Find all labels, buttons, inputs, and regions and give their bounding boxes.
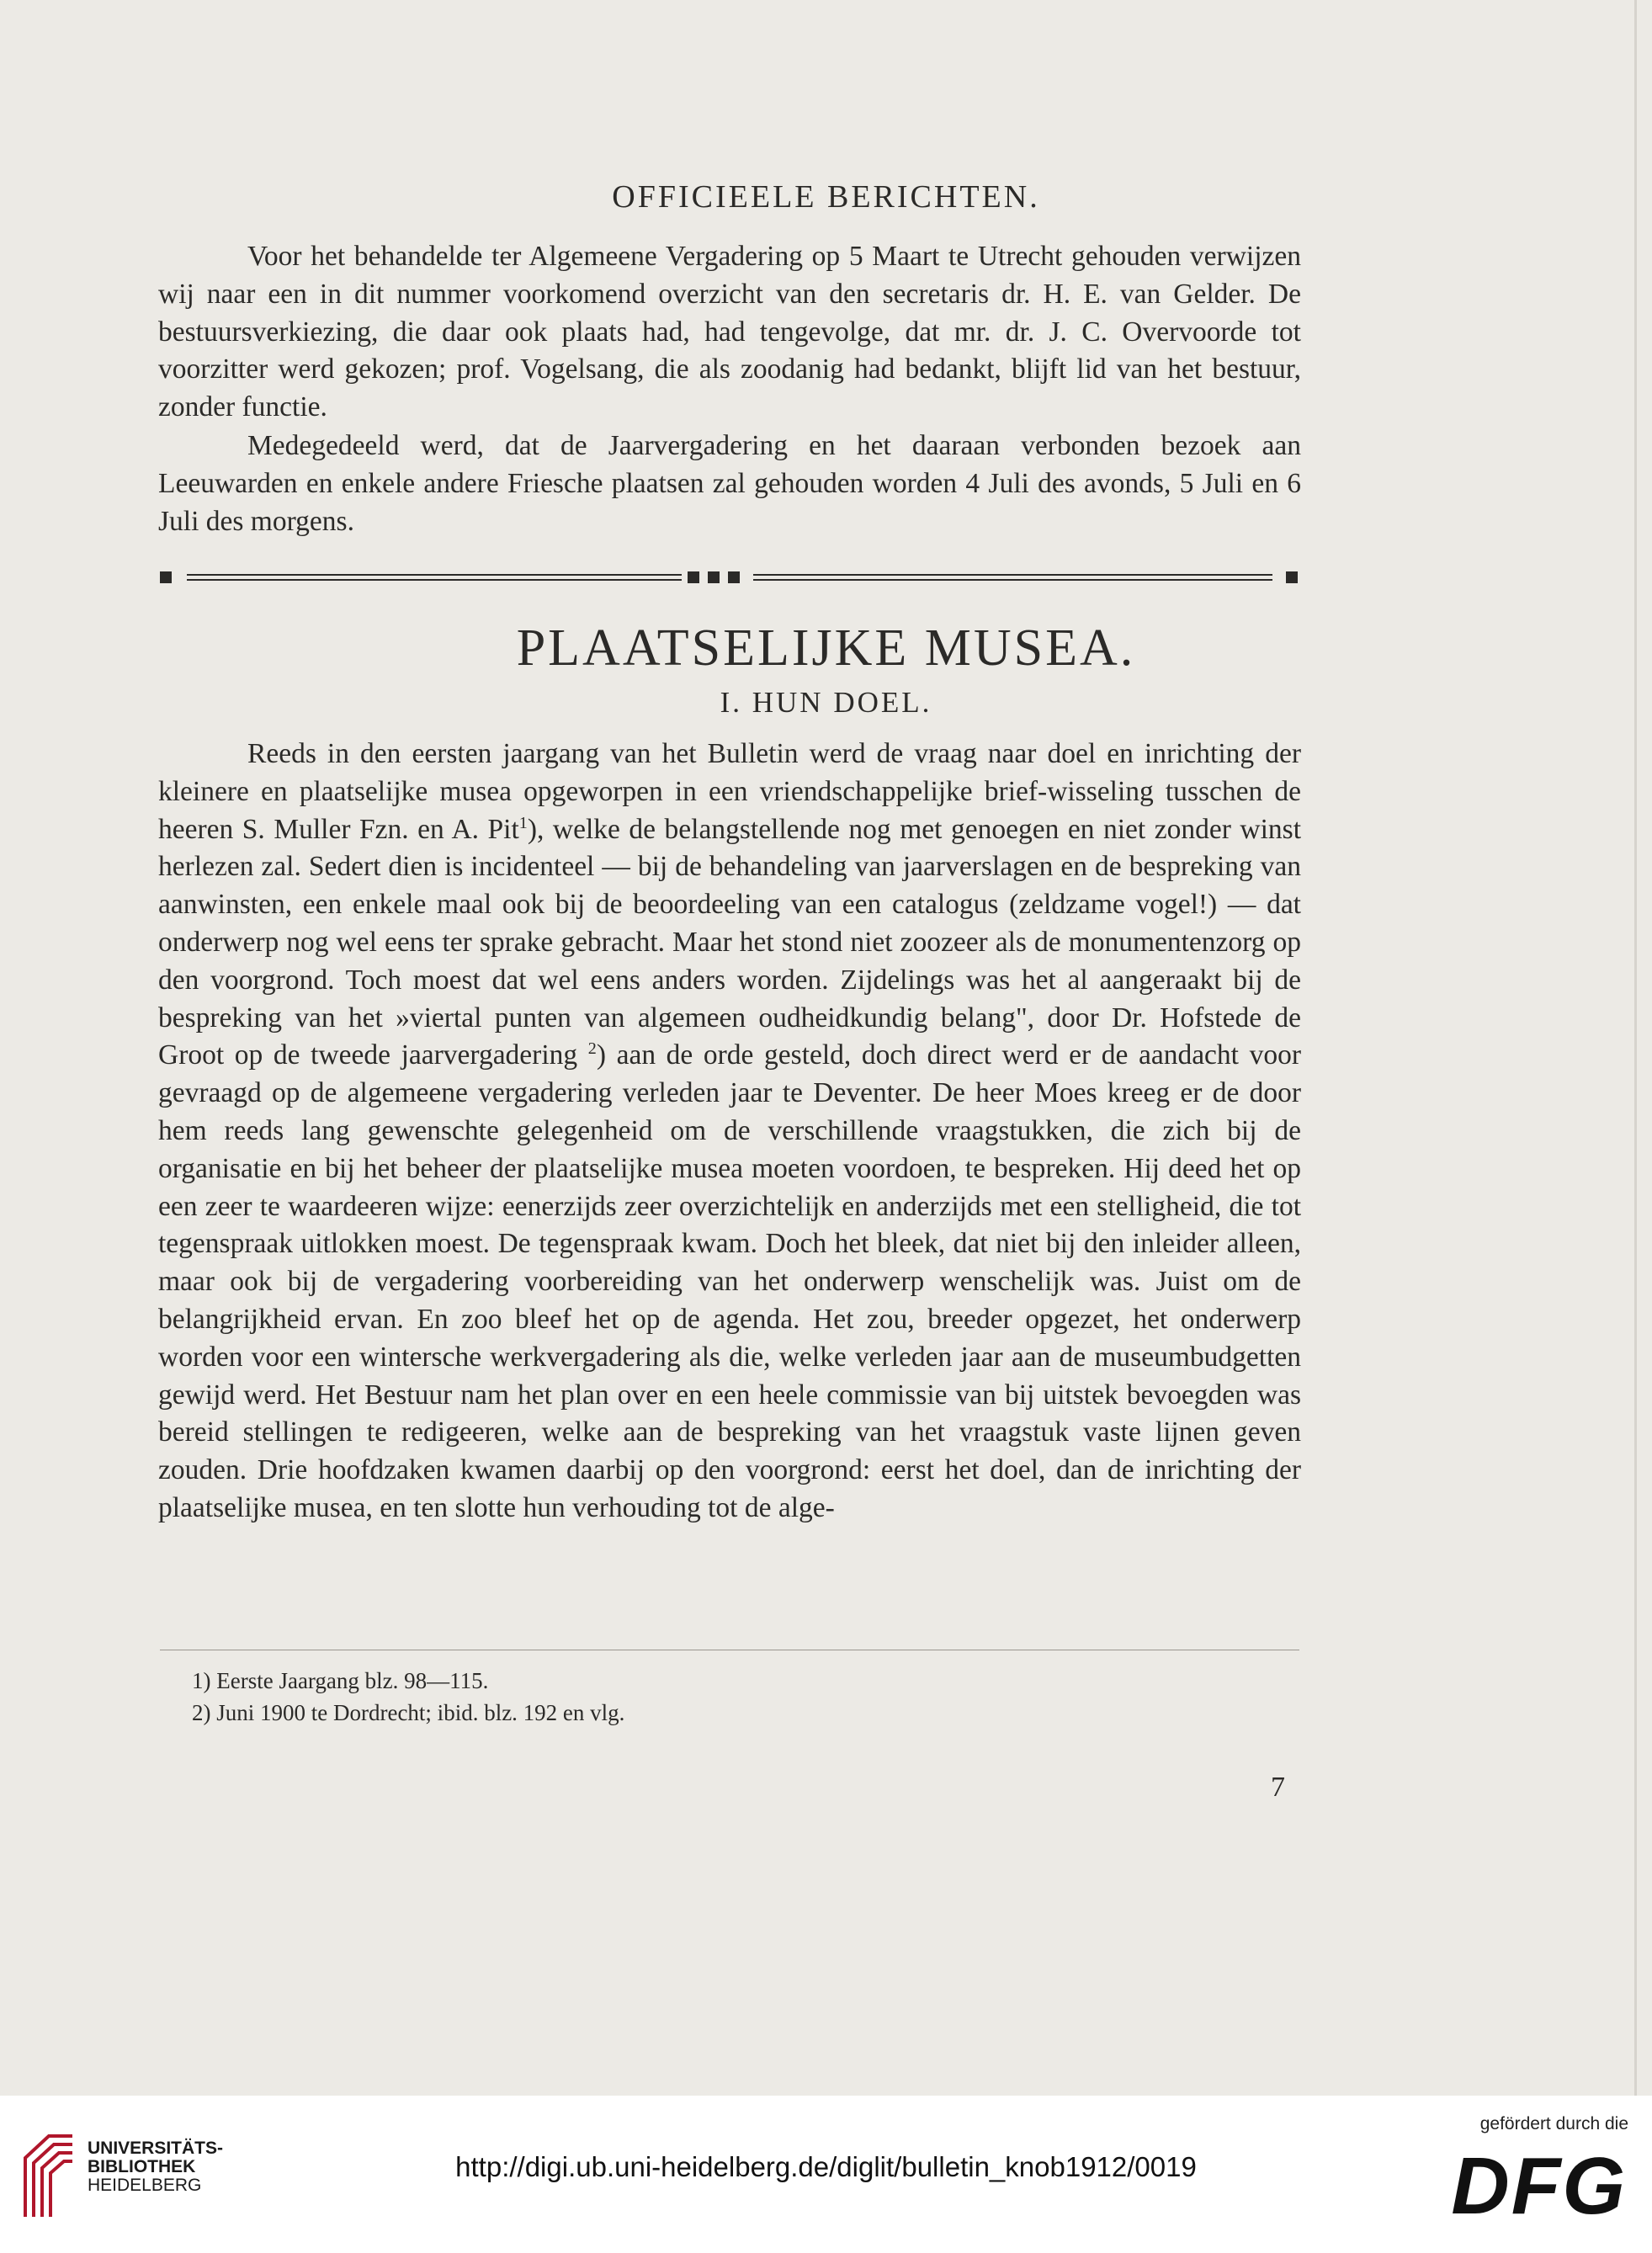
dfg-logo: DFG xyxy=(1451,2141,1627,2231)
permalink-url[interactable]: http://digi.ub.uni-heidelberg.de/diglit/bulletin_knob1912/0019 xyxy=(455,2151,1197,2182)
footnote-ref-2: 2 xyxy=(587,1039,597,1059)
page-number: 7 xyxy=(1271,1772,1285,1803)
footnotes xyxy=(192,1665,1202,1729)
library-name-line1: UNIVERSITÄTS- xyxy=(88,2139,224,2158)
paragraph-text: Voor het behandelde ter Algemeene Vergadering op 5 Maart te Utrecht gehouden verwijzen wij naar een in dit nummer voorkomend overzicht van den secretaris dr. H. E. van Gelder. De bestuursverkiezing, die daar ook plaats had, had tengevolge, dat mr. dr. J. C. Overvoorde tot voorzitter werd gekozen; prof. Vogelsang, die als zoodanig had bedankt, blijft lid van het bestuur, zonder functie. xyxy=(158,241,1301,423)
digitization-footer xyxy=(0,2096,1652,2253)
official-paragraph-1 xyxy=(158,238,1301,427)
body-text: ) aan de orde gesteld, doch direct werd er de aandacht voor gevraagd op de algemeene vergadering verleden jaar te Deventer. De heer Moes kreeg er de door hem reeds lang gewenschte gelegenheid om de verschillende vraagstukken, die zich bij de organisatie en bij het beheer der plaatselijke musea moeten voordoen, te bespreken. Hij deed het op een zeer te waardeeren wijze: eenerzijds zeer overzichtelijk en anderzijds met een stelligheid, die tot tegenspraak uitlokken moest. De tegenspraak kwam. Doch het bleek, dat niet bij den inleider alleen, maar ook bij de vergadering voorbereiding van het onderwerp wenschelijk was. Juist om de belangrijkheid ervan. En zoo bleef het op de agenda. Het zou, breeder opgezet, het onderwerp worden voor een wintersche werkvergadering als die, welke verleden jaar aan de museumbudgetten gewijd werd. Het Bestuur nam het plan over en een heele commissie van bij uitstek bevoegden was bereid stellingen te redigeeren, welke aan de bespreking van het vraagstuk vaste lijnen geven zouden. Drie hoofdzaken kwamen daarbij op den voorgrond: eerst het doel, dan de inrichting der plaatselijke musea, en ten slotte hun verhouding tot de alge- xyxy=(158,1039,1302,1523)
section-heading: OFFICIEELE BERICHTEN. xyxy=(612,179,1040,215)
paragraph-text: Medegedeeld werd, dat de Jaarvergadering en het daaraan verbonden bezoek aan Leeuwarden en enkele andere Friesche plaatsen zal gehouden worden 4 Juli des avonds, 5 Juli en 6 Juli des morgens. xyxy=(158,430,1301,537)
footnote-2: 2) Juni 1900 te Dordrecht; ibid. blz. 192 en vlg. xyxy=(192,1700,625,1725)
library-name-line2: BIBLIOTHEK xyxy=(88,2157,196,2176)
funding-caption: gefördert durch die xyxy=(1479,2114,1628,2133)
library-name-line3: HEIDELBERG xyxy=(88,2176,202,2195)
official-paragraph-2 xyxy=(158,428,1301,540)
body-text: ), welke de belangstellende nog met genoegen en niet zonder winst herlezen zal. Sedert dien is incidenteel — bij de behandeling van jaarverslagen en de bespreking van aanwinsten, een enkele maal ook bij de beoordeeling van een catalogus (zeldzame vogel!) — dat onderwerp nog wel eens ter sprake gebracht. Maar het stond niet zoozeer als de monumentenzorg op den voorgrond. Toch moest dat wel eens anders worden. Zijdelings was het al aangeraakt bij de bespreking van het »viertal punten van algemeen oudheidkundig belang", door Dr. Hofstede de Groot op de tweede jaarvergadering xyxy=(158,813,1301,1071)
ornamental-divider xyxy=(160,566,1299,589)
body-text: Reeds in den eersten jaargang van het Bulletin werd de vraag naar doel en inrichting der kleinere en plaatselijke musea opgeworpen in een vriendschappelijke brief-wisseling tusschen de heeren S. Muller Fzn. en A. Pit xyxy=(158,738,1301,845)
page-fold-shadow xyxy=(1634,0,1637,2096)
article-subtitle: I. HUN DOEL. xyxy=(720,686,932,719)
article-body xyxy=(158,736,1301,1528)
footnote-1: 1) Eerste Jaargang blz. 98—115. xyxy=(192,1668,489,1693)
footnote-ref-1: 1 xyxy=(518,813,528,832)
article-title: PLAATSELIJKE MUSEA. xyxy=(516,619,1136,677)
article-paragraph xyxy=(158,736,1301,1528)
